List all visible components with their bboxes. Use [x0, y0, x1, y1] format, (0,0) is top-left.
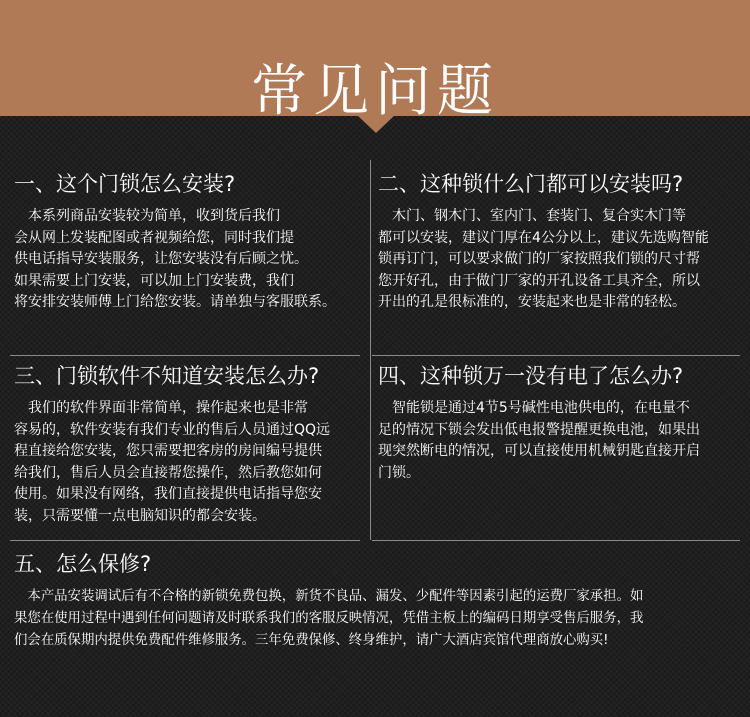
row-divider-right	[372, 355, 740, 356]
faq-answer: 我们的软件界面非常简单，操作起来也是非常 容易的，软件安装有我们专业的售后人员通过QQ远 程直接给您安装，您只需要把客房的房间编号提供 给我们，售后人员会直接帮您操作，然后教您如何 使用。如果没有网络，我们直接提供电话指导您安 装，只需要懂一点电脑知识的都会安装。	[14, 400, 331, 524]
faq-answer: 木门、钢木门、室内门、套装门、复合实木门等 都可以安装，建议门厚在4公分以上，建议先选购智能 锁再订门，可以要求做门的厂家按照我们锁的尺寸帮 您开好孔，由于做门厂家的开孔设备工具齐全，所以 开出的孔是很标准的，安装起来也是非常的轻松。	[378, 208, 709, 311]
faq-question: 五、怎么保修?	[14, 552, 152, 576]
faq-answer: 本系列商品安装较为简单，收到货后我们 会从网上发装配图或者视频给您，同时我们提 供电话指导安装服务，让您安装没有后顾之忧。 如果需要上门安装，可以加上门安装费，我们 将安排安装师傅上门给您安装。请单独与客服联系。	[14, 208, 336, 311]
faq-item-power-loss	[378, 362, 744, 484]
faq-question: 二、这种锁什么门都可以安装吗?	[378, 172, 684, 196]
faq-question: 一、这个门锁怎么安装?	[14, 172, 236, 196]
faq-answer: 智能锁是通过4节5号碱性电池供电的，在电量不 足的情况下锁会发出低电报警提醒更换电池，如果出 现突然断电的情况，可以直接使用机械钥匙直接开启 门锁。	[378, 400, 700, 481]
faq-answer: 本产品安装调试后有不合格的新锁免费包换，新货不良品、漏发、少配件等因素引起的运费厂家承担。如 果您在使用过程中遇到任何问题请及时联系我们的客服反映情况，凭借主板上的编码日期享受售后服务，我 们会在质保期内提供免费配件维修服务。三年免费保修、终身维护，请广大酒店宾馆代理商放心购买!	[14, 589, 644, 648]
faq-item-installation	[14, 170, 364, 314]
column-divider-top	[370, 160, 371, 355]
row-divider-bottom-right	[372, 540, 740, 541]
faq-item-software	[14, 362, 364, 528]
faq-item-door-types	[378, 170, 744, 314]
faq-item-warranty	[14, 550, 744, 652]
row-divider-left	[10, 355, 360, 356]
page-title: 常见问题	[251, 58, 499, 124]
faq-question: 四、这种锁万一没有电了怎么办?	[378, 364, 684, 388]
column-divider-bottom	[370, 355, 371, 540]
row-divider-bottom-left	[10, 540, 360, 541]
faq-question: 三、门锁软件不知道安装怎么办?	[14, 364, 320, 388]
